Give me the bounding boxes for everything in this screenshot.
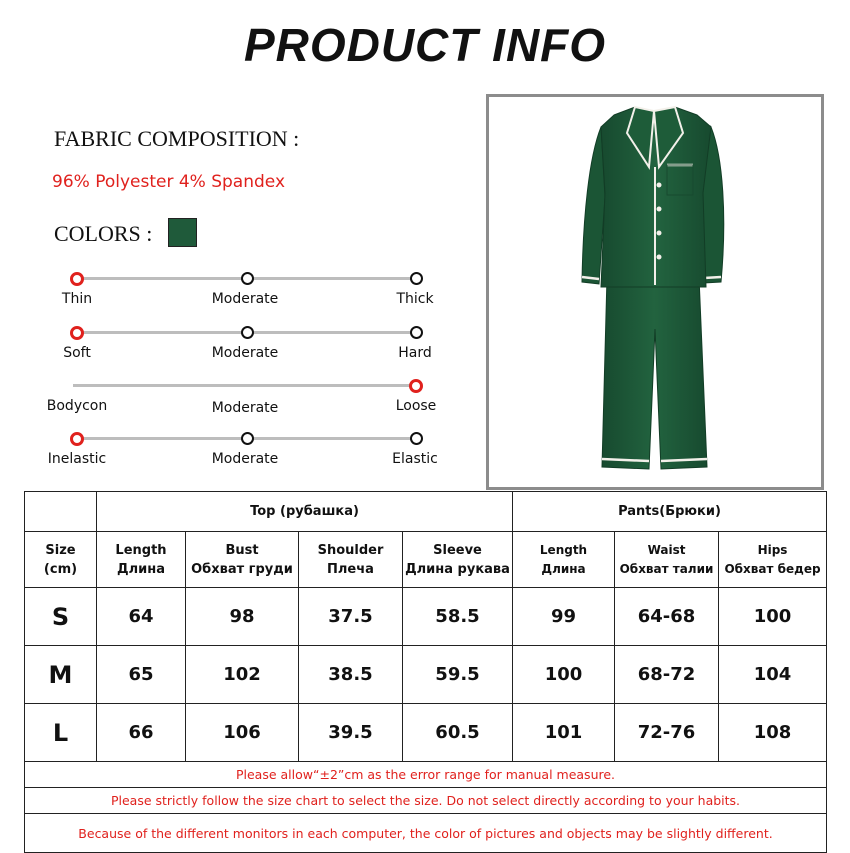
table-cell: 72-76 <box>615 704 719 762</box>
scale-label-left: Soft <box>63 345 91 361</box>
table-cell: 102 <box>186 646 299 704</box>
scale-label-middle: Moderate <box>211 400 279 416</box>
table-cell: 100 <box>719 588 827 646</box>
col-header-size: Size (cm) <box>25 532 97 588</box>
col-header-sleeve: Sleeve Длина рукава <box>403 532 513 588</box>
scale-dot-left <box>70 432 84 446</box>
scale-dot-right <box>410 326 423 339</box>
scale-dot-middle <box>241 432 254 445</box>
softness-scale <box>60 325 440 365</box>
group-pants-header: Pants(Брюки) <box>513 492 827 532</box>
fabric-value: 96% Polyester 4% Spandex <box>52 172 286 192</box>
fit-scale <box>46 378 440 418</box>
table-cell: 98 <box>186 588 299 646</box>
col-header-bust: Bust Обхват груди <box>186 532 299 588</box>
size-label: S <box>25 588 97 646</box>
scale-label-left: Thin <box>61 291 93 307</box>
scale-label-left: Inelastic <box>47 451 107 467</box>
table-cell: 66 <box>97 704 186 762</box>
scale-label-middle: Moderate <box>211 291 279 307</box>
product-photo <box>486 94 824 490</box>
scale-label-right: Elastic <box>392 451 438 467</box>
table-cell: 58.5 <box>403 588 513 646</box>
fabric-heading: FABRIC COMPOSITION : <box>54 126 300 151</box>
table-cell: 64-68 <box>615 588 719 646</box>
scale-dot-middle <box>241 326 254 339</box>
table-cell: 106 <box>186 704 299 762</box>
col-header-top-length: Length Длина <box>97 532 186 588</box>
scale-dot-right <box>410 432 423 445</box>
color-swatch-green[interactable] <box>168 218 197 247</box>
col-header-waist: Waist Обхват талии <box>615 532 719 588</box>
table-row <box>25 588 827 646</box>
size-chart-table <box>24 491 827 853</box>
note-monitor-color: Because of the different monitors in each computer, the color of pictures and objects may be slightly different. <box>25 814 827 853</box>
table-cell: 65 <box>97 646 186 704</box>
group-top-header: Top (рубашка) <box>97 492 513 532</box>
scale-dot-left <box>70 326 84 340</box>
page-title: PRODUCT INFO <box>243 19 607 71</box>
scale-dot-left <box>70 272 84 286</box>
table-cell: 60.5 <box>403 704 513 762</box>
size-label: L <box>25 704 97 762</box>
table-cell: 39.5 <box>299 704 403 762</box>
table-cell: 108 <box>719 704 827 762</box>
scale-dot-right <box>409 379 423 393</box>
table-cell: 100 <box>513 646 615 704</box>
table-cell: 37.5 <box>299 588 403 646</box>
scale-label-middle: Moderate <box>211 451 279 467</box>
note-error-range: Please allow“±2”cm as the error range for manual measure. <box>25 762 827 788</box>
size-label: M <box>25 646 97 704</box>
scale-dot-right <box>410 272 423 285</box>
elasticity-scale <box>47 431 440 471</box>
table-cell: 38.5 <box>299 646 403 704</box>
scale-label-middle: Moderate <box>211 345 279 361</box>
pajama-illustration <box>489 97 821 487</box>
table-cell: 59.5 <box>403 646 513 704</box>
table-row <box>25 704 827 762</box>
table-cell: 99 <box>513 588 615 646</box>
table-cell: 101 <box>513 704 615 762</box>
scale-label-left: Bodycon <box>46 398 108 414</box>
col-header-shoulder: Shoulder Плеча <box>299 532 403 588</box>
col-header-pants-length: Length Длина <box>513 532 615 588</box>
scale-track <box>73 384 416 387</box>
table-cell: 104 <box>719 646 827 704</box>
scale-dot-middle <box>241 272 254 285</box>
header-blank <box>25 492 97 532</box>
table-cell: 64 <box>97 588 186 646</box>
scale-label-right: Loose <box>395 398 437 414</box>
col-header-hips: Hips Обхват бедер <box>719 532 827 588</box>
note-follow-chart: Please strictly follow the size chart to select the size. Do not select directly according to your habits. <box>25 788 827 814</box>
colors-heading: COLORS : <box>54 221 153 246</box>
table-cell: 68-72 <box>615 646 719 704</box>
thickness-scale <box>60 271 440 311</box>
scale-label-right: Hard <box>398 345 432 361</box>
table-row <box>25 646 827 704</box>
scale-label-right: Thick <box>396 291 434 307</box>
